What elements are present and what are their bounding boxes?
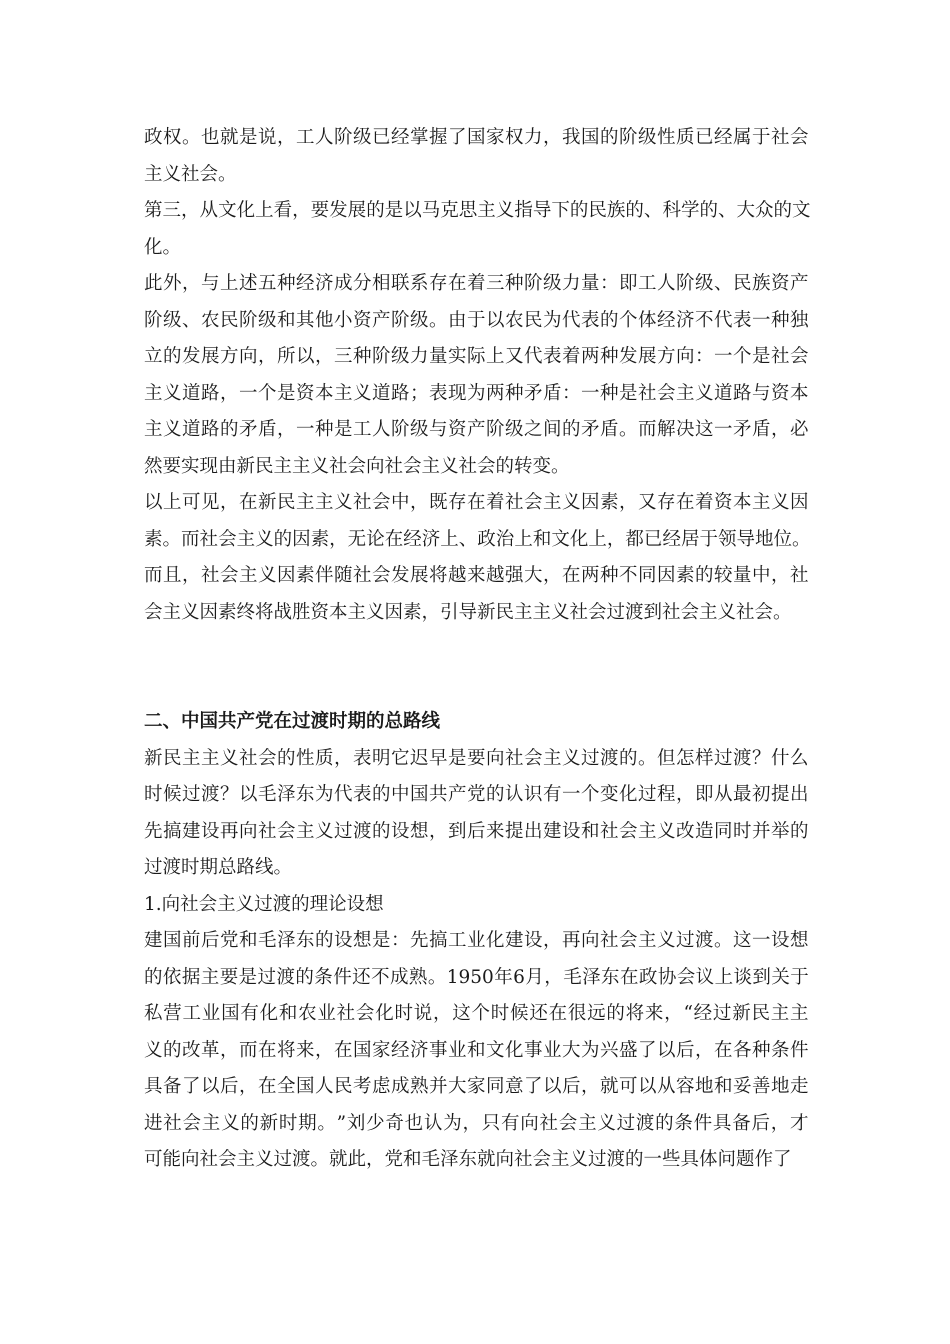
text-line: 会主义因素终将战胜资本主义因素，引导新民主主义社会过渡到社会主义社会。 xyxy=(144,601,792,623)
text-line: 新 民 主 主 义 社 会 的 性 质 ， 表 明 它 迟 早 是 要 向 社 会 主 义 过 渡 的 。 但 怎 样 过 渡 ？ 什 么 xyxy=(144,747,809,769)
paragraph xyxy=(144,887,809,924)
paragraph xyxy=(144,266,809,485)
text-line: 然要实现由新民主主义社会向社会主义社会的转变。 xyxy=(144,455,570,477)
text-line: 此 外 ， 与 上 述 五 种 经 济 成 分 相 联 系 存 在 着 三 种 阶 级 力 量 ： 即 工 人 阶 级 、 民 族 资 产 xyxy=(144,273,809,294)
text-line: 进 社 会 主 义 的 新 时 期 。 ” 刘 少 奇 也 认 为 ， 只 有 向 社 会 主 义 过 渡 的 条 件 具 备 后 ， 才 xyxy=(144,1112,809,1134)
text-line: 主义社会。 xyxy=(144,163,237,185)
section-heading xyxy=(144,704,809,741)
text-line: 具 备 了 以 后 ， 在 全 国 人 民 考 虑 成 熟 并 大 家 同 意 了 以 后 ， 就 可 以 从 容 地 和 妥 善 地 走 xyxy=(144,1076,809,1097)
text-line: 以 上 可 见 ， 在 新 民 主 主 义 社 会 中 ， 既 存 在 着 社 会 主 义 因 素 ， 又 存 在 着 资 本 主 义 因 xyxy=(144,492,809,513)
text-line: 1.向社会主义过渡的理论设想 xyxy=(144,893,384,915)
text-line: 先 搞 建 设 再 向 社 会 主 义 过 渡 的 设 想 ， 到 后 来 提 出 建 设 和 社 会 主 义 改 造 同 时 并 举 的 xyxy=(144,820,809,842)
text-line: 的 依 据 主 要 是 过 渡 的 条 件 还 不 成 熟 。 1950 年 6 月 ， 毛 泽 东 在 政 协 会 议 上 谈 到 关 于 xyxy=(144,966,809,988)
text-line: 素 。 而 社 会 主 义 的 因 素 ， 无 论 在 经 济 上 、 政 治 上 和 文 化 上 ， 都 已 经 居 于 领 导 地 位 。 xyxy=(144,528,811,550)
paragraph xyxy=(144,193,809,266)
text-line: 过渡时期总路线。 xyxy=(144,857,293,878)
text-line: 二、中国共产党在过渡时期的总路线 xyxy=(144,711,441,732)
blank-line xyxy=(144,631,809,668)
text-line: 可能向社会主义过渡。就此，党和毛泽东就向社会主义过渡的一些具体问题作了 xyxy=(144,1149,792,1170)
blank-line xyxy=(144,668,809,705)
paragraph xyxy=(144,485,809,631)
paragraph xyxy=(144,120,809,193)
text-line: 阶 级 、 农 民 阶 级 和 其 他 小 资 产 阶 级 。 由 于 以 农 民 为 代 表 的 个 体 经 济 不 代 表 一 种 独 xyxy=(144,309,809,331)
text-line: 主 义 道 路 ， 一 个 是 资 本 主 义 道 路 ； 表 现 为 两 种 矛 盾 ： 一 种 是 社 会 主 义 道 路 与 资 本 xyxy=(144,382,809,404)
paragraph xyxy=(144,741,809,887)
paragraph xyxy=(144,923,809,1179)
document-body xyxy=(144,120,809,1179)
text-line: 第 三 ， 从 文 化 上 看 ， 要 发 展 的 是 以 马 克 思 主 义 指 导 下 的 民 族 的 、 科 学 的 、 大 众 的 文 xyxy=(144,200,811,221)
text-line: 政 权 。 也 就 是 说 ， 工 人 阶 级 已 经 掌 握 了 国 家 权 力 ， 我 国 的 阶 级 性 质 已 经 属 于 社 会 xyxy=(144,127,809,148)
text-line: 建 国 前 后 党 和 毛 泽 东 的 设 想 是 ： 先 搞 工 业 化 建 设 ， 再 向 社 会 主 义 过 渡 。 这 一 设 想 xyxy=(144,930,809,951)
text-line: 主 义 道 路 的 矛 盾 ， 一 种 是 工 人 阶 级 与 资 产 阶 级 之 间 的 矛 盾 。 而 解 决 这 一 矛 盾 ， 必 xyxy=(144,419,809,440)
text-line: 时 候 过 渡 ？ 以 毛 泽 东 为 代 表 的 中 国 共 产 党 的 认 识 有 一 个 变 化 过 程 ， 即 从 最 初 提 出 xyxy=(144,784,809,805)
text-line: 立 的 发 展 方 向 ， 所 以 ， 三 种 阶 级 力 量 实 际 上 又 代 表 着 两 种 发 展 方 向 ： 一 个 是 社 会 xyxy=(144,346,809,367)
text-line: 义 的 改 革 ， 而 在 将 来 ， 在 国 家 经 济 事 业 和 文 化 事 业 大 为 兴 盛 了 以 后 ， 在 各 种 条 件 xyxy=(144,1039,809,1061)
text-line: 而 且 ， 社 会 主 义 因 素 伴 随 社 会 发 展 将 越 来 越 强 大 ， 在 两 种 不 同 因 素 的 较 量 中 ， 社 xyxy=(144,565,809,586)
text-line: 私 营 工 业 国 有 化 和 农 业 社 会 化 时 说 ， 这 个 时 候 还 在 很 远 的 将 来 ， “ 经 过 新 民 主 主 xyxy=(144,1003,809,1024)
text-line: 化。 xyxy=(144,236,182,258)
